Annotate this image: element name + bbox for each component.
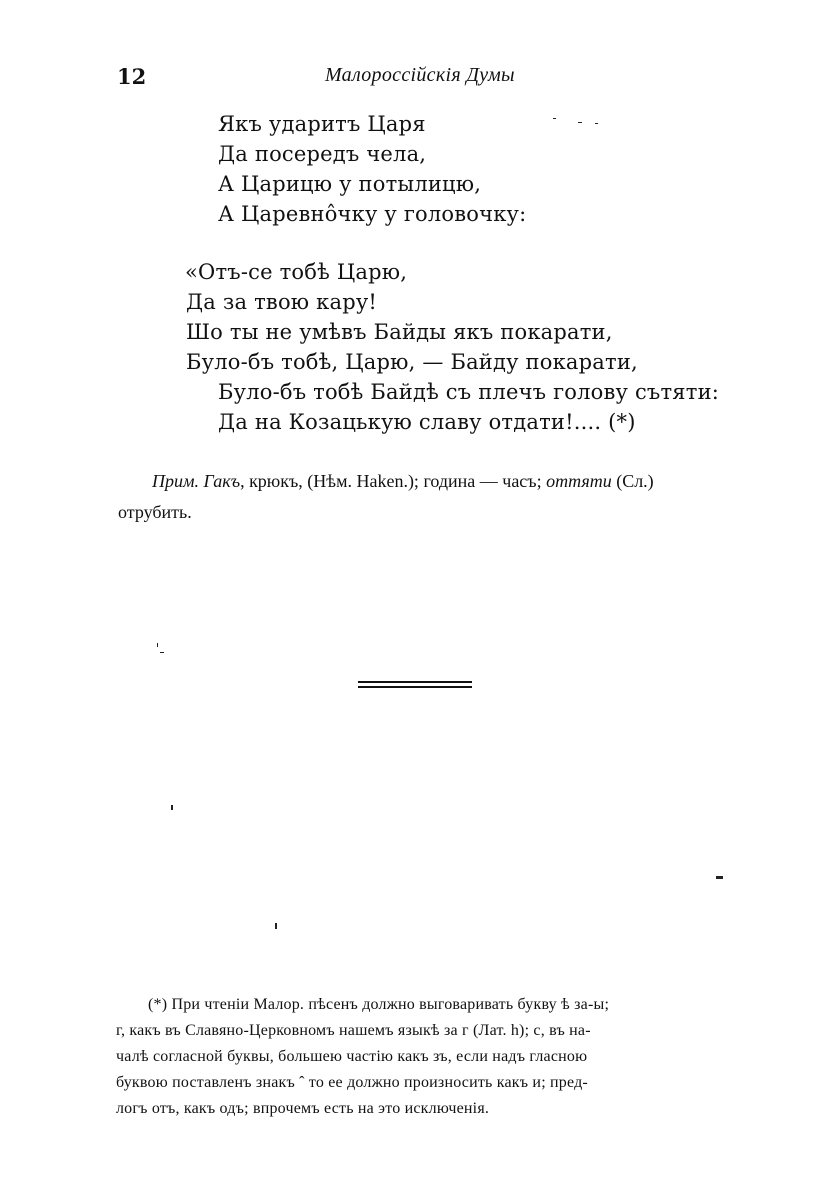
footnote-line: буквою поставленъ знакъ ˆ то ее должно произносить какъ и; пред-	[116, 1074, 588, 1091]
note-abbrev: Прим.	[152, 471, 199, 491]
footnote-line: (*) При чтеніи Малор. пѣсенъ должно выговаривать букву ѣ за-ы;	[148, 996, 610, 1013]
verse-line: Да за твою кару!	[186, 290, 378, 314]
running-title: Малороссійскія Думы	[325, 64, 515, 86]
note-text: (Сл.) отрубить.	[118, 471, 654, 522]
verse-line: «Отъ-се тобѣ Царю,	[185, 260, 408, 284]
verse-line: Було-бъ тобѣ, Царю, — Байду покарати,	[186, 350, 638, 374]
verse-line: Да на Козацькую славу отдати!.... (*)	[218, 410, 636, 434]
note-text: , крюкъ, (Нѣм. Haken.); година — часъ;	[240, 471, 542, 491]
print-speck	[595, 123, 598, 124]
section-divider	[358, 681, 472, 688]
verse-line: А Царевнôчку у головочку:	[218, 202, 527, 226]
print-speck	[553, 118, 556, 119]
verse-line: А Царицю у потылицю,	[218, 172, 482, 196]
print-speck	[578, 122, 582, 123]
note-term-gak: Гакъ	[203, 471, 241, 491]
print-speck	[275, 923, 277, 929]
verse-line: Шо ты не умѣвъ Байды якъ покарати,	[186, 320, 613, 344]
footnote-line: логъ отъ, какъ одъ; впрочемъ есть на это исключенія.	[116, 1100, 490, 1117]
footnote-line: чалѣ согласной буквы, большею частію какъ зъ, если надъ гласною	[116, 1048, 588, 1065]
verse-line: Да посередъ чела,	[218, 142, 427, 166]
verse-line: Було-бъ тобѣ Байдѣ съ плечъ голову сътяти:	[218, 380, 720, 404]
print-speck	[716, 876, 723, 879]
editor-note	[118, 466, 728, 528]
print-speck	[160, 652, 164, 653]
page-number: 12	[117, 64, 147, 89]
note-term-ottyati: оттяти	[546, 471, 612, 491]
print-speck	[171, 805, 173, 810]
verse-block	[0, 0, 840, 460]
footnote-line: г, какъ въ Славяно-Церковномъ нашемъ языкѣ за г (Лат. h); с, въ на-	[116, 1022, 591, 1039]
verse-line: Якъ ударитъ Царя	[218, 112, 426, 136]
print-speck	[157, 643, 158, 647]
